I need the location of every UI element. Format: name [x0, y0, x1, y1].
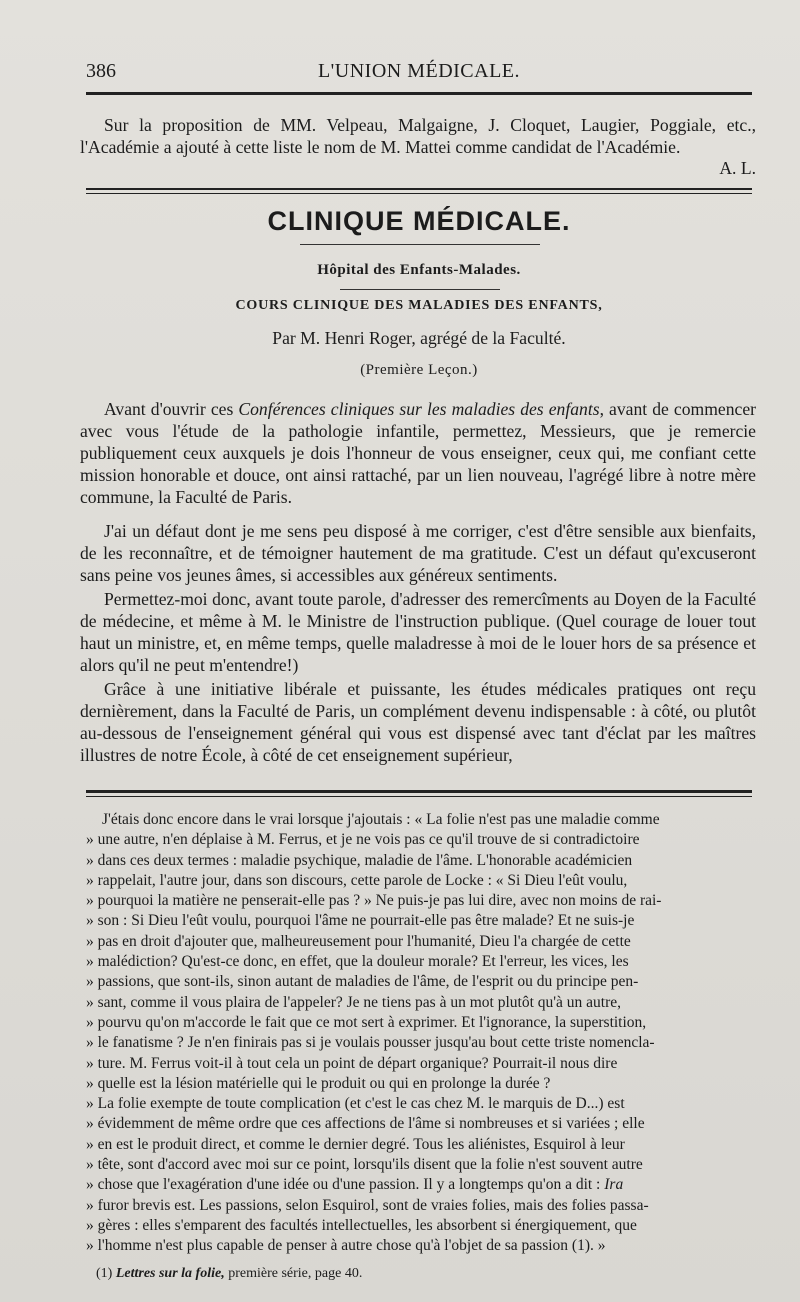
body-text	[80, 398, 756, 766]
note-rule-thin	[86, 796, 752, 797]
footnote-rest: première série, page 40.	[224, 1266, 363, 1281]
note-line: » le fanatisme ? Je n'en finirais pas si je voulais pousser jusqu'au bout cette triste nomencla-	[86, 1034, 655, 1052]
body-paragraph-3: Permettez-moi donc, avant toute parole, d'adresser des remercîments au Doyen de la Faculté de médecine, et même à M. le Ministre de l'instruction publique. (Quel courage de louer tout haut un ministre, et, en même temps, quelle maladresse à moi de le louer hors de sa présence et alors qu'il ne peut m'entendre!)	[80, 589, 756, 675]
note-line-text: » chose que l'exagération d'une idée ou d'une passion. Il y a longtemps qu'on a dit :	[86, 1176, 605, 1194]
note-rule	[86, 790, 752, 793]
note-line: » pas en droit d'ajouter que, malheureusement pour l'humanité, Dieu l'a chargée de cette	[86, 932, 631, 950]
section-title: CLINIQUE MÉDICALE.	[267, 206, 571, 236]
note-line	[86, 1175, 762, 1195]
running-title: L'UNION MÉDICALE.	[317, 60, 521, 82]
footnote-number: (1)	[96, 1266, 116, 1281]
note-line: » sant, comme il vous plaira de l'appeler? Je ne tiens pas à un mot plutôt qu'à un autre,	[86, 993, 622, 1011]
note-line: J'étais donc encore dans le vrai lorsque j'ajoutais : « La folie n'est pas une maladie comme	[102, 811, 660, 828]
note-italic-ira: Ira	[604, 1176, 624, 1194]
note-line: » pourquoi la matière ne penserait-elle pas ? » Ne puis-je pas lui dire, avec non moins de rai-	[86, 892, 662, 910]
p1-start: Avant d'ouvrir ces	[104, 399, 239, 419]
note-line: » évidemment de même ordre que ces affections de l'âme si nombreuses et si variées ; elle	[86, 1115, 645, 1133]
section-rule-top	[86, 188, 752, 190]
note-line: » son : Si Dieu l'eût voulu, pourquoi l'âme ne pourrait-elle pas être malade? Et ne suis-je	[86, 912, 635, 930]
intro-block	[80, 114, 756, 197]
lesson-label: (Première Leçon.)	[360, 362, 478, 378]
body-paragraph-2: J'ai un défaut dont je me sens peu disposé à me corriger, c'est d'être sensible aux bienfaits, de les reconnaître, et de témoigner hautement de ma gratitude. C'est un défaut qu'excuseront sans peine vos jeunes âmes, si accessibles aux généreux sentiments.	[80, 521, 756, 585]
note-line: » l'homme n'est plus capable de penser à autre chose qu'à l'objet de sa passion (1). »	[86, 1237, 606, 1255]
note-line: » rappelait, l'autre jour, dans son discours, cette parole de Locke : « Si Dieu l'eût voulu,	[86, 871, 628, 889]
p1-italic-title: Conférences cliniques sur les maladies des enfants	[238, 399, 600, 419]
section-rule-top-thin	[86, 193, 752, 194]
note-line: » une autre, n'en déplaise à M. Ferrus, et je ne vois pas ce qu'il trouve de si contradictoire	[86, 831, 640, 849]
course-title: COURS CLINIQUE DES MALADIES DES ENFANTS,	[235, 298, 603, 313]
hospital-heading: Hôpital des Enfants-Malades.	[317, 262, 521, 278]
note-line: » malédiction? Qu'est-ce donc, en effet, que la douleur morale? Et l'erreur, les vices, les	[86, 953, 629, 971]
header-rule	[86, 92, 752, 95]
note-line: » quelle est la lésion matérielle qui le produit ou qui en prolonge la durée ?	[86, 1074, 551, 1092]
note-line: » gères : elles s'emparent des facultés intellectuelles, les absorbent si énergiquement, que	[86, 1216, 637, 1234]
note-line: » furor brevis est. Les passions, selon Esquirol, sont de vraies folies, mais des folies passa-	[86, 1196, 649, 1214]
note-line: » tête, sont d'accord avec moi sur ce point, lorsqu'ils disent que la folie n'est souvent autre	[86, 1156, 643, 1174]
footnote-title: Lettres sur la folie,	[115, 1266, 225, 1281]
body-paragraph-4: Grâce à une initiative libérale et puissante, les études médicales pratiques ont reçu dernièrement, dans la Faculté de Paris, un complément devenu indispensable : à côté, ou plutôt au-dessous de l'enseignement général qui vous est dispensé avec tant d'éclat par les maîtres illustres de notre École, à côté de cet enseignement supérieur,	[80, 679, 756, 765]
footnote	[96, 1266, 362, 1282]
p1-rest: , avant de commencer avec vous l'étude de la pathologie infantile, permettez, Messieurs, que je remercie publiquement ceux auxquels je dois l'honneur de vous enseigner, ceux qui, me confiant cette mission honorable et douce, ont ainsi rattaché, par un lien nouveau, l'agrégé libre à notre mère commune, la Faculté de Paris.	[80, 399, 756, 507]
note-block	[86, 810, 762, 1257]
note-line: » en est le produit direct, et comme le dernier degré. Tous les aliénistes, Esquirol à leur	[86, 1135, 625, 1153]
page-number: 386	[86, 60, 116, 82]
intro-signature: A. L.	[719, 158, 756, 178]
hospital-rule	[340, 289, 500, 290]
note-line: » La folie exempte de toute complication (et c'est le cas chez M. le marquis de D...) est	[86, 1095, 625, 1113]
note-line: » ture. M. Ferrus voit-il à tout cela un point de départ organique? Pourrait-il nous dire	[86, 1054, 618, 1072]
note-line: » pourvu qu'on m'accorde le fait que ce mot sert à exprimer. Et l'ignorance, la superstition,	[86, 1013, 647, 1031]
intro-paragraph: Sur la proposition de MM. Velpeau, Malgaigne, J. Cloquet, Laugier, Poggiale, etc., l'Académie a ajouté à cette liste le nom de M. Mattei comme candidat de l'Académie.	[80, 115, 756, 157]
page-header	[86, 60, 752, 88]
body-paragraph-1	[80, 398, 756, 508]
note-line: » passions, que sont-ils, sinon autant de maladies de l'âme, de l'esprit ou du principe pen-	[86, 973, 639, 991]
title-rule	[300, 244, 540, 245]
author-line: Par M. Henri Roger, agrégé de la Faculté.	[272, 328, 566, 348]
note-line: » dans ces deux termes : maladie psychique, maladie de l'âme. L'honorable académicien	[86, 851, 633, 869]
